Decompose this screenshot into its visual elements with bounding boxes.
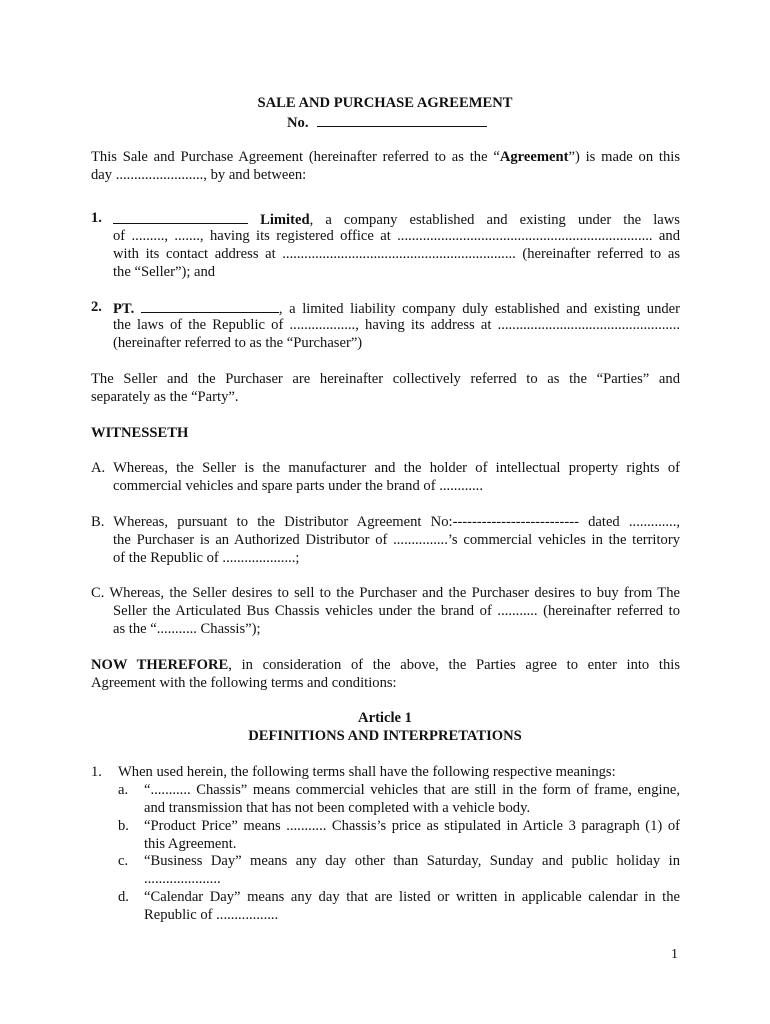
definition-d-label: d. xyxy=(118,889,129,905)
party-2-number: 2. xyxy=(91,299,102,315)
document-title: SALE AND PURCHASE AGREEMENT xyxy=(257,95,513,111)
party-1-line-2: of ........., ......., having its registered office at ...................................................................... and xyxy=(113,228,680,244)
recital-a-line-2: commercial vehicles and spare parts under the brand of ............ xyxy=(113,478,483,494)
now-therefore-line-1: NOW THEREFORE, in consideration of the above, the Parties agree to enter into this xyxy=(91,657,680,673)
recital-b-line-2: the Purchaser is an Authorized Distributor of ...............’s commercial vehicles in the territory xyxy=(113,532,680,548)
page-number: 1 xyxy=(671,947,678,962)
recital-c-line-2: Seller the Articulated Bus Chassis vehicles under the brand of ........... (hereinafter referred to xyxy=(113,603,680,619)
party-2-line-2: the laws of the Republic of .................., having its address at .................................................. xyxy=(113,317,680,333)
definition-c-label: c. xyxy=(118,853,129,869)
parties-definition-line-2: separately as the “Party”. xyxy=(91,389,239,405)
definition-b-line-2: this Agreement. xyxy=(144,836,237,852)
intro-line-2: day ........................, by and between: xyxy=(91,167,307,183)
party-1-line-1: Limited, a company established and existing under the laws xyxy=(113,209,680,229)
party-2-line-3: (hereinafter referred to as the “Purchaser”) xyxy=(113,335,363,351)
party-1-number: 1. xyxy=(91,210,102,226)
party-1-name-blank xyxy=(113,209,248,224)
party-2-line-1: PT. , a limited liability company duly established and existing under xyxy=(113,298,680,318)
definition-a-label: a. xyxy=(118,782,129,798)
number-blank xyxy=(317,112,487,127)
definition-c-line-2: ..................... xyxy=(144,871,221,887)
recital-a-line-1: A. Whereas, the Seller is the manufacturer and the holder of intellectual property rights of xyxy=(91,460,680,476)
definition-d-line-1: “Calendar Day” means any day that are listed or written in applicable calendar in the xyxy=(144,889,680,905)
article-number: Article 1 xyxy=(358,710,412,726)
number-label: No. xyxy=(287,115,309,131)
party-1-line-4: the “Seller”); and xyxy=(113,264,216,280)
clause-1-number: 1. xyxy=(91,764,102,780)
intro-line-1: This Sale and Purchase Agreement (hereinafter referred to as the “Agreement”) is made on this xyxy=(91,149,681,165)
recital-b-line-3: of the Republic of ....................; xyxy=(113,550,300,566)
definition-b-line-1: “Product Price” means ........... Chassis’s price as stipulated in Article 3 paragraph (1) of xyxy=(144,818,680,834)
definition-c-line-1: “Business Day” means any day other than Saturday, Sunday and public holiday in xyxy=(144,853,680,869)
clause-1-text: When used herein, the following terms shall have the following respective meanings: xyxy=(118,764,616,780)
party-2-name-blank xyxy=(141,298,279,313)
recital-c-line-1: C. Whereas, the Seller desires to sell to the Purchaser and the Purchaser desires to buy from The xyxy=(91,585,680,601)
definition-a-line-2: and transmission that has not been completed with a vehicle body. xyxy=(144,800,531,816)
recital-c-line-3: as the “........... Chassis”); xyxy=(113,621,261,637)
definition-d-line-2: Republic of ................. xyxy=(144,907,279,923)
party-1-line-3: with its contact address at ................................................................ (hereinafter referred to as xyxy=(113,246,680,262)
definition-b-label: b. xyxy=(118,818,129,834)
article-heading: DEFINITIONS AND INTERPRETATIONS xyxy=(248,728,522,744)
definition-a-line-1: “........... Chassis” means commercial vehicles that are still in the form of frame, engine, xyxy=(144,782,680,798)
parties-definition-line-1: The Seller and the Purchaser are hereinafter collectively referred to as the “Parties” and xyxy=(91,371,680,387)
witnesseth-heading: WITNESSETH xyxy=(91,425,189,441)
recital-b-line-1: B. Whereas, pursuant to the Distributor Agreement No:-------------------------- dated ............., xyxy=(91,514,680,530)
agreement-number xyxy=(287,112,487,132)
now-therefore-line-2: Agreement with the following terms and conditions: xyxy=(91,675,397,691)
